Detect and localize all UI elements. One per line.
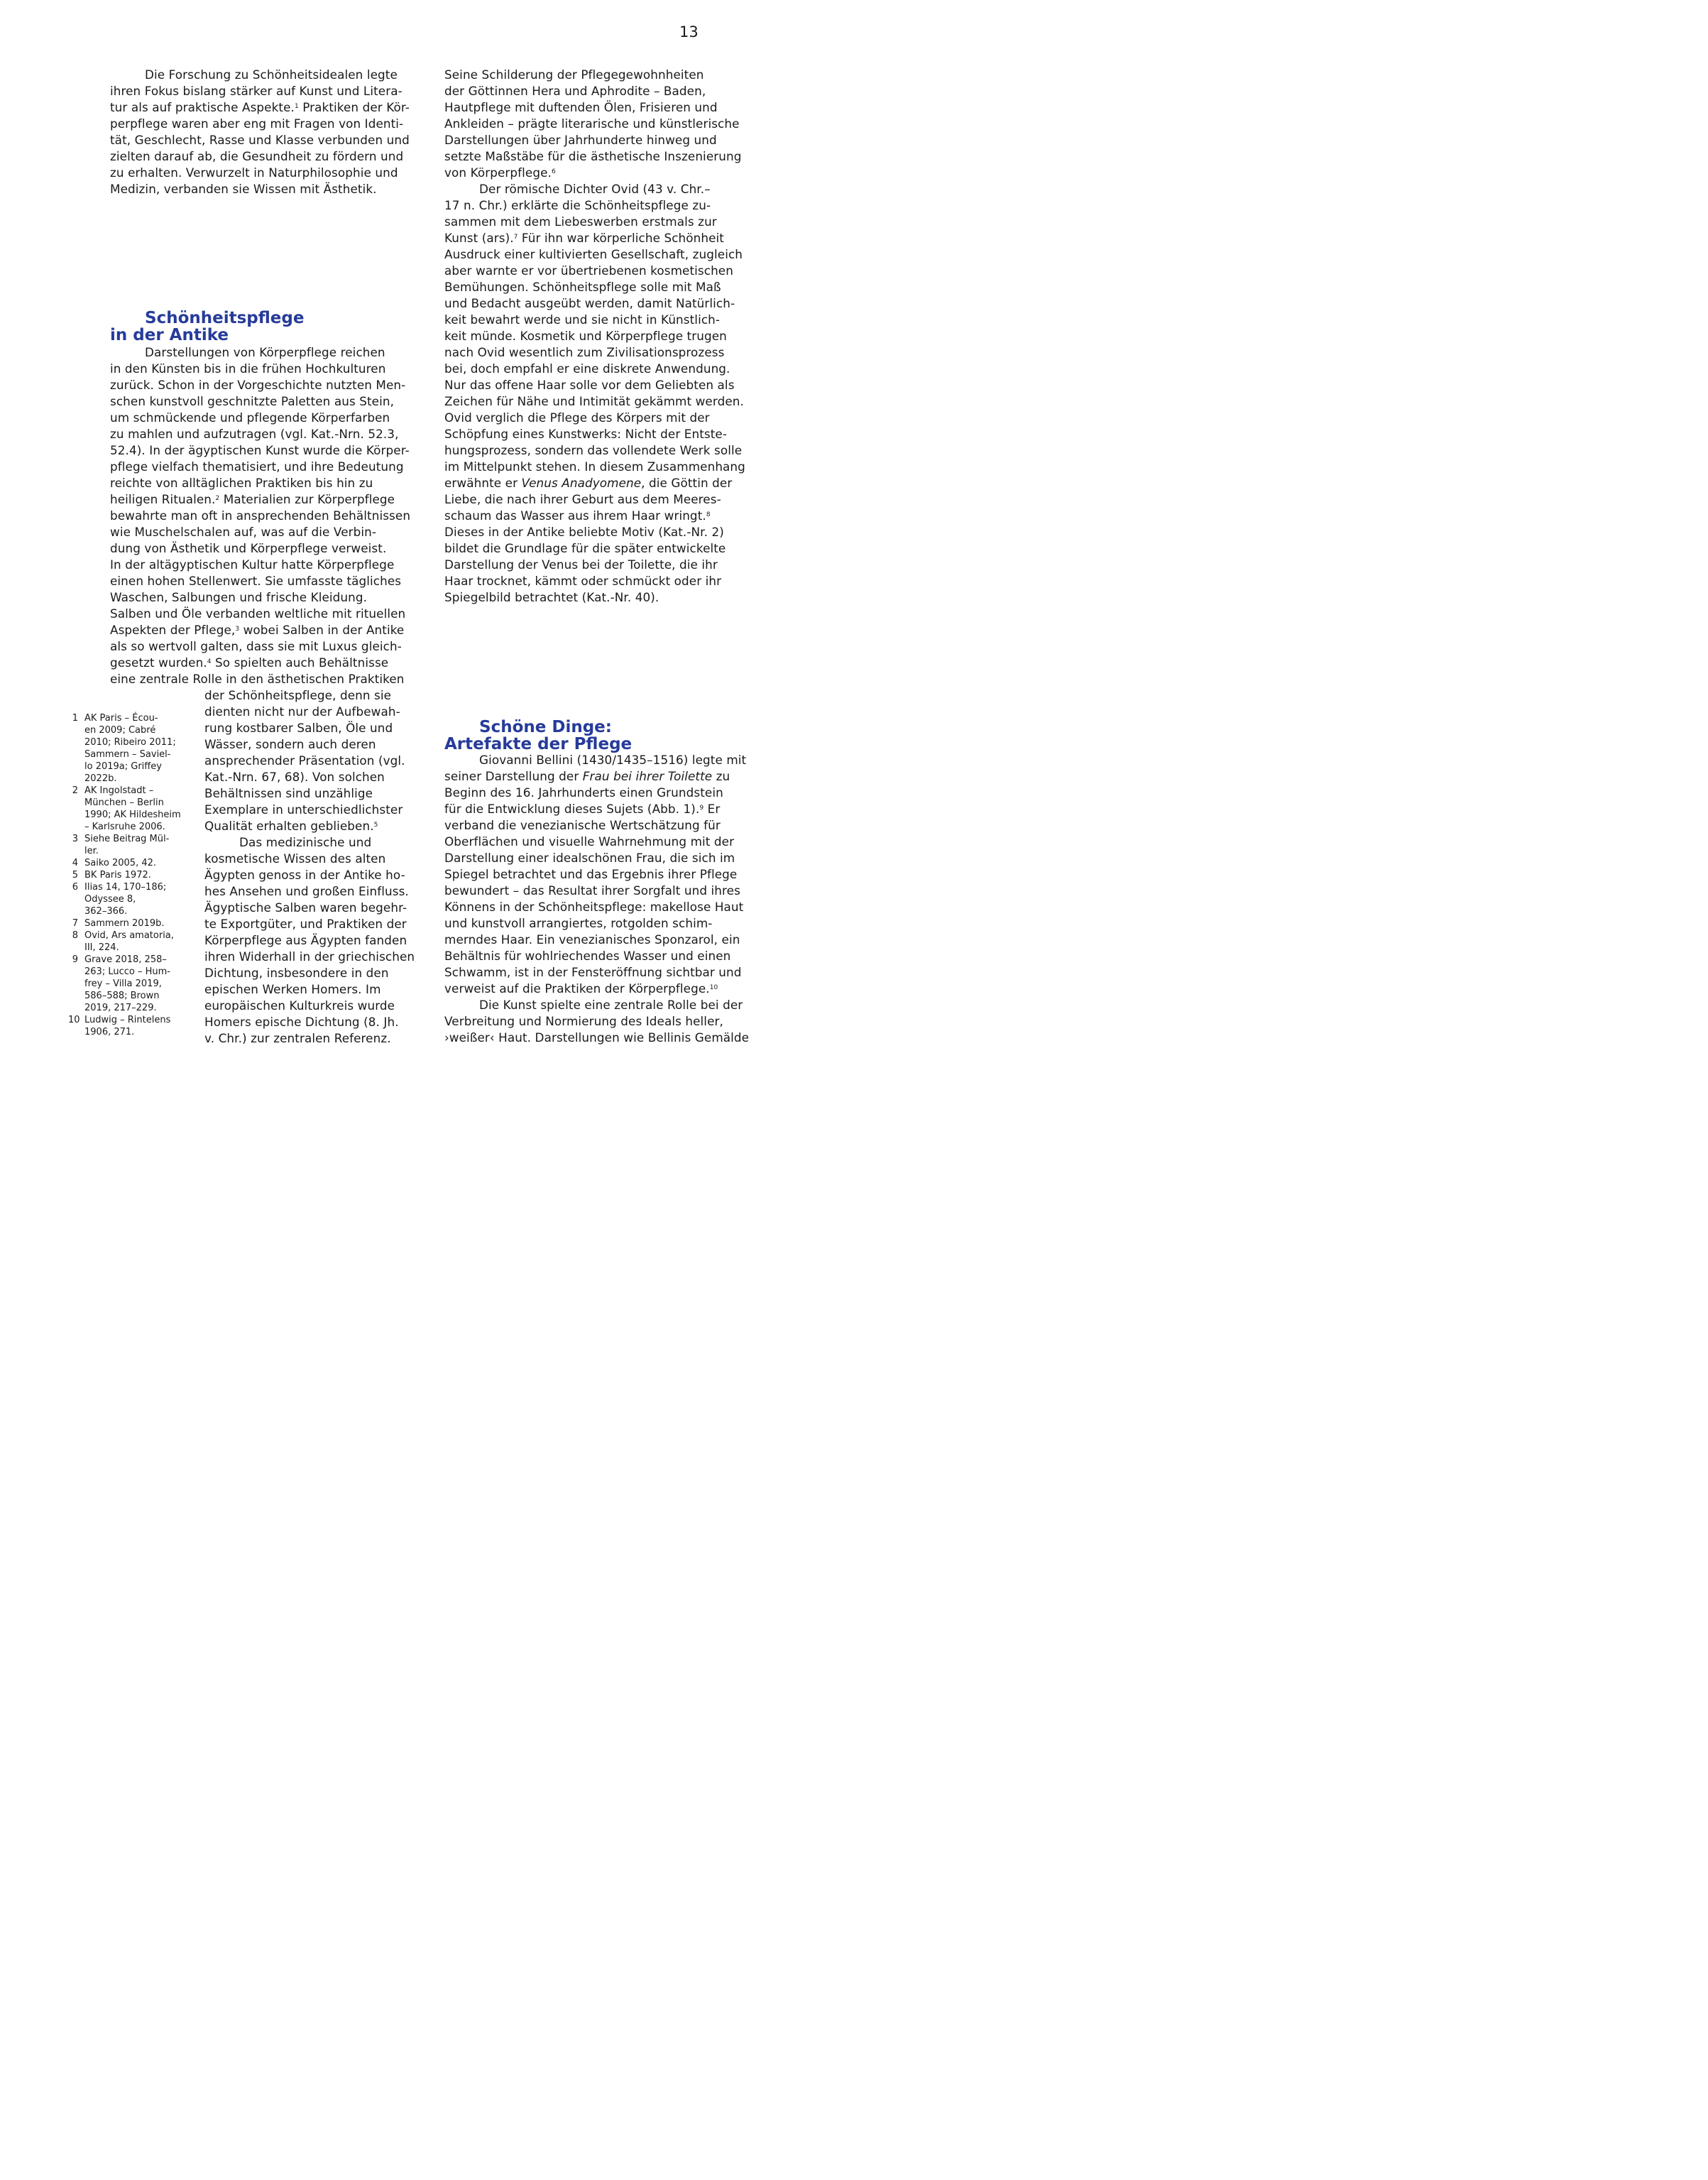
text-line: Bemühungen. Schönheitspflege solle mit Maß bbox=[444, 280, 721, 294]
footnote-text: ler. bbox=[84, 846, 99, 856]
text-line: bildet die Grundlage für die später entwickelte bbox=[444, 541, 726, 555]
text-line: nach Ovid wesentlich zum Zivilisationsprozess bbox=[444, 345, 725, 359]
text-line: Ovid verglich die Pflege des Körpers mit der bbox=[444, 410, 710, 425]
text-line: Salben und Öle verbanden weltliche mit rituellen bbox=[110, 606, 406, 621]
text-line: Schwamm, ist in der Fensteröffnung sichtbar und bbox=[444, 965, 742, 979]
text-line: Das medizinische und bbox=[239, 835, 372, 849]
text-line: europäischen Kulturkreis wurde bbox=[204, 998, 395, 1013]
text-line: merndes Haar. Ein venezianisches Sponzarol, ein bbox=[444, 932, 740, 947]
footnote-text: 586–588; Brown bbox=[84, 991, 160, 1001]
text-line: Ägyptische Salben waren begehr- bbox=[204, 900, 407, 915]
text-line: Darstellungen über Jahrhunderte hinweg und bbox=[444, 133, 717, 147]
text-line: bewahrte man oft in ansprechenden Behältnissen bbox=[110, 508, 411, 523]
text-line: Darstellung der Venus bei der Toilette, die ihr bbox=[444, 557, 718, 572]
text-line: zu mahlen und aufzutragen (vgl. Kat.-Nrn. 52.3, bbox=[110, 427, 399, 441]
heading-line: Schöne Dinge: bbox=[479, 718, 612, 736]
text-line: Hautpflege mit duftenden Ölen, Frisieren und bbox=[444, 100, 718, 114]
text-line: zielten darauf ab, die Gesundheit zu fördern und bbox=[110, 149, 404, 163]
text-line: Die Forschung zu Schönheitsidealen legte bbox=[145, 67, 398, 82]
text-line: ihren Widerhall in der griechischen bbox=[204, 949, 415, 964]
footnote-text: 362–366. bbox=[84, 906, 128, 917]
text-line: Dieses in der Antike beliebte Motiv (Kat.-Nr. 2) bbox=[444, 525, 724, 539]
text-line: Zeichen für Nähe und Intimität gekämmt werden. bbox=[444, 394, 744, 408]
text-line: einen hohen Stellenwert. Sie umfasste tägliches bbox=[110, 574, 402, 588]
text-line: verweist auf die Praktiken der Körperpflege.$^{10}$ bbox=[444, 981, 718, 996]
text-line: 17 n. Chr.) erklärte die Schönheitspflege zu- bbox=[444, 198, 711, 212]
text-line: Ankleiden – prägte literarische und künstlerische bbox=[444, 116, 740, 131]
footnote-text: frey – Villa 2019, bbox=[84, 979, 162, 989]
footnote-number: 5 bbox=[72, 870, 78, 881]
text-line: Schöpfung eines Kunstwerks: Nicht der Entste- bbox=[444, 427, 728, 441]
text-line: erwähnte er Venus Anadyomene, die Göttin der bbox=[444, 476, 733, 490]
text-line: wie Muschelschalen auf, was auf die Verbin- bbox=[110, 525, 377, 539]
text-line: Qualität erhalten geblieben.$^5$ bbox=[204, 819, 378, 833]
footnote-text: BK Paris 1972. bbox=[84, 870, 151, 881]
text-line: Nur das offene Haar solle vor dem Geliebten als bbox=[444, 378, 735, 392]
text-line: Ägypten genoss in der Antike ho- bbox=[204, 868, 405, 882]
text-line: für die Entwicklung dieses Sujets (Abb. 1).$^9$ Er bbox=[444, 802, 721, 816]
footnote-text: Saiko 2005, 42. bbox=[84, 858, 157, 868]
footnote-number: 8 bbox=[72, 930, 78, 941]
text-line: zurück. Schon in der Vorgeschichte nutzten Men- bbox=[110, 378, 406, 392]
footnote-text: Ludwig – Rintelens bbox=[84, 1015, 171, 1025]
text-line: pflege vielfach thematisiert, und ihre Bedeutung bbox=[110, 459, 404, 474]
text-line: ihren Fokus bislang stärker auf Kunst und Litera- bbox=[110, 84, 403, 98]
text-line: gesetzt wurden.$^4$ So spielten auch Behältnisse bbox=[110, 655, 389, 670]
text-line: Spiegelbild betrachtet (Kat.-Nr. 40). bbox=[444, 590, 659, 604]
text-line: im Mittelpunkt stehen. In diesem Zusammenhang bbox=[444, 459, 745, 474]
text-line: Behältnis für wohlriechendes Wasser und einen bbox=[444, 949, 731, 963]
text-line: te Exportgüter, und Praktiken der bbox=[204, 917, 407, 931]
footnote-text: lo 2019a; Griffey bbox=[84, 761, 162, 772]
text-line: hungsprozess, sondern das vollendete Werk solle bbox=[444, 443, 743, 457]
text-line: Homers epische Dichtung (8. Jh. bbox=[204, 1015, 399, 1029]
footnote-text: 1990; AK Hildesheim bbox=[84, 810, 181, 820]
footnote-number: 2 bbox=[72, 785, 78, 796]
footnote-text: München – Berlin bbox=[84, 797, 164, 808]
text-line: Kat.-Nrn. 67, 68). Von solchen bbox=[204, 770, 385, 784]
text-line: setzte Maßstäbe für die ästhetische Inszenierung bbox=[444, 149, 742, 163]
text-line: seiner Darstellung der Frau bei ihrer Toilette zu bbox=[444, 769, 730, 783]
text-line: Liebe, die nach ihrer Geburt aus dem Meeres- bbox=[444, 492, 721, 506]
text-line: Waschen, Salbungen und frische Kleidung. bbox=[110, 590, 368, 604]
footnote-number: 6 bbox=[72, 882, 78, 893]
footnote-text: 1906, 271. bbox=[84, 1027, 135, 1037]
footnote-text: – Karlsruhe 2006. bbox=[84, 822, 165, 832]
footnote-number: 3 bbox=[72, 834, 78, 844]
text-line: Behältnissen sind unzählige bbox=[204, 786, 373, 800]
text-line: heiligen Ritualen.$^2$ Materialien zur Körperpflege bbox=[110, 492, 395, 506]
text-line: Kunst (ars).$^7$ Für ihn war körperliche Schönheit bbox=[444, 231, 724, 245]
text-line: der Schönheitspflege, denn sie bbox=[204, 688, 392, 702]
footnote-number: 10 bbox=[68, 1015, 80, 1025]
footnote-text: Odyssee 8, bbox=[84, 894, 136, 905]
footnote-text: Grave 2018, 258– bbox=[84, 954, 167, 965]
text-line: und kunstvoll arrangiertes, rotgolden schim- bbox=[444, 916, 713, 930]
footnote-text: Siehe Beitrag Mül- bbox=[84, 834, 170, 844]
text-line: Darstellung einer idealschönen Frau, die sich im bbox=[444, 851, 735, 865]
text-line: von Körperpflege.$^6$ bbox=[444, 165, 556, 180]
text-line: Die Kunst spielte eine zentrale Rolle bei der bbox=[479, 998, 743, 1012]
footnote-text: AK Paris – Écou- bbox=[84, 713, 158, 724]
text-line: reichte von alltäglichen Praktiken bis hin zu bbox=[110, 476, 373, 490]
text-line: der Göttinnen Hera und Aphrodite – Baden, bbox=[444, 84, 706, 98]
text-line: 52.4). In der ägyptischen Kunst wurde die Körper- bbox=[110, 443, 410, 457]
text-line: um schmückende und pflegende Körperfarben bbox=[110, 410, 390, 425]
text-line: zu erhalten. Verwurzelt in Naturphilosophie und bbox=[110, 165, 398, 180]
text-line: schen kunstvoll geschnitzte Paletten aus Stein, bbox=[110, 394, 395, 408]
text-line: hes Ansehen und großen Einfluss. bbox=[204, 884, 409, 898]
text-line: als so wertvoll galten, dass sie mit Luxus gleich- bbox=[110, 639, 402, 653]
footnote-text: AK Ingolstadt – bbox=[84, 785, 154, 796]
text-line: schaum das Wasser aus ihrem Haar wringt.$^8$ bbox=[444, 508, 711, 523]
text-line: perpflege waren aber eng mit Fragen von Identi- bbox=[110, 116, 404, 131]
text-line: verband die venezianische Wertschätzung für bbox=[444, 818, 721, 832]
text-line: dung von Ästhetik und Körperpflege verweist. bbox=[110, 541, 387, 555]
text-line: keit bewahrt werde und sie nicht in Künstlich- bbox=[444, 312, 721, 327]
text-line: tät, Geschlecht, Rasse und Klasse verbunden und bbox=[110, 133, 410, 147]
text-line: sammen mit dem Liebeswerben erstmals zur bbox=[444, 214, 717, 229]
text-line: Seine Schilderung der Pflegegewohnheiten bbox=[444, 67, 704, 82]
text-line: Darstellungen von Körperpflege reichen bbox=[145, 345, 385, 359]
text-line: tur als auf praktische Aspekte.$^1$ Praktiken der Kör- bbox=[110, 100, 410, 114]
text-line: Aspekten der Pflege,$^3$ wobei Salben in der Antike bbox=[110, 623, 405, 637]
text-line: bei, doch empfahl er eine diskrete Anwendung. bbox=[444, 361, 730, 376]
text-line: Verbreitung und Normierung des Ideals heller, bbox=[444, 1014, 723, 1028]
heading-line: in der Antike bbox=[110, 326, 229, 344]
text-line: Ausdruck einer kultivierten Gesellschaft, zugleich bbox=[444, 247, 743, 261]
text-line: bewundert – das Resultat ihrer Sorgfalt und ihres bbox=[444, 883, 740, 898]
text-line: Oberflächen und visuelle Wahrnehmung mit der bbox=[444, 834, 735, 849]
footnote-number: 1 bbox=[72, 713, 78, 724]
text-line: Dichtung, insbesondere in den bbox=[204, 966, 389, 980]
footnote-number: 4 bbox=[72, 858, 78, 868]
footnote-text: Sammern 2019b. bbox=[84, 918, 165, 929]
text-line: In der altägyptischen Kultur hatte Körperpflege bbox=[110, 557, 395, 572]
text-line: aber warnte er vor übertriebenen kosmetischen bbox=[444, 263, 733, 278]
page-number: 13 bbox=[679, 23, 699, 40]
text-line: Haar trocknet, kämmt oder schmückt oder ihr bbox=[444, 574, 722, 588]
heading-line: Artefakte der Pflege bbox=[444, 735, 633, 753]
text-line: Beginn des 16. Jahrhunderts einen Grundstein bbox=[444, 785, 723, 800]
text-line: Könnens in der Schönheitspflege: makellose Haut bbox=[444, 900, 744, 914]
text-line: ›weißer‹ Haut. Darstellungen wie Bellinis Gemälde bbox=[444, 1030, 750, 1045]
text-line: Giovanni Bellini (1430/1435–1516) legte mit bbox=[479, 753, 747, 767]
footnote-text: 2022b. bbox=[84, 773, 117, 784]
footnote-text: Ovid, Ars amatoria, bbox=[84, 930, 174, 941]
text-line: Der römische Dichter Ovid (43 v. Chr.– bbox=[479, 182, 711, 196]
text-line: Körperpflege aus Ägypten fanden bbox=[204, 933, 407, 947]
footnote-text: 2019, 217–229. bbox=[84, 1003, 157, 1013]
text-line: v. Chr.) zur zentralen Referenz. bbox=[204, 1031, 391, 1045]
text-line: Exemplare in unterschiedlichster bbox=[204, 802, 403, 817]
text-line: epischen Werken Homers. Im bbox=[204, 982, 381, 996]
text-line: Medizin, verbanden sie Wissen mit Ästhetik. bbox=[110, 182, 377, 196]
text-line: kosmetische Wissen des alten bbox=[204, 851, 386, 866]
text-line: dienten nicht nur der Aufbewah- bbox=[204, 704, 400, 719]
footnote-text: Sammern – Saviel- bbox=[84, 749, 171, 760]
footnote-text: III, 224. bbox=[84, 942, 119, 953]
text-line: Wässer, sondern auch deren bbox=[204, 737, 376, 751]
text-line: Spiegel betrachtet und das Ergebnis ihrer Pflege bbox=[444, 867, 738, 881]
text-line: eine zentrale Rolle in den ästhetischen Praktiken bbox=[110, 672, 405, 686]
text-line: und Bedacht ausgeübt werden, damit Natürlich- bbox=[444, 296, 735, 310]
text-line: keit münde. Kosmetik und Körperpflege trugen bbox=[444, 329, 727, 343]
text-line: rung kostbarer Salben, Öle und bbox=[204, 721, 393, 735]
footnote-text: 2010; Ribeiro 2011; bbox=[84, 737, 176, 748]
footnote-number: 9 bbox=[72, 954, 78, 965]
footnote-number: 7 bbox=[72, 918, 78, 929]
heading-line: Schönheitspflege bbox=[145, 309, 305, 327]
footnote-text: Ilias 14, 170–186; bbox=[84, 882, 167, 893]
footnote-text: 263; Lucco – Hum- bbox=[84, 966, 170, 977]
text-line: ansprechender Präsentation (vgl. bbox=[204, 753, 405, 768]
text-line: in den Künsten bis in die frühen Hochkulturen bbox=[110, 361, 386, 376]
footnote-text: en 2009; Cabré bbox=[84, 725, 156, 736]
